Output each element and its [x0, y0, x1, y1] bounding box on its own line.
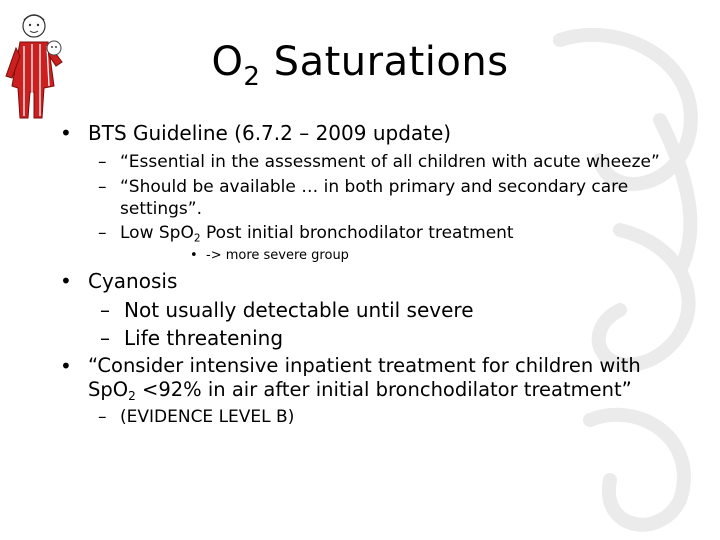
consider-quote-cont: SpO$_2$ <92% in air after initial bronchodilator treatment”: [88, 378, 632, 404]
bullet-icon: •: [60, 121, 72, 145]
more-severe-note: -> more severe group: [206, 248, 349, 263]
bts-heading: BTS Guideline (6.7.2 – 2009 update): [88, 121, 452, 145]
bullet-icon: •: [60, 269, 72, 293]
slide-title: $O_2$ Saturations: [211, 39, 509, 92]
cyanosis-item-1: Not usually detectable until severe: [124, 298, 474, 322]
cyanosis-item-2: Life threatening: [124, 326, 284, 350]
dash-icon: –: [98, 152, 107, 172]
low-spo2-item: Low SpO$_2$ Post initial bronchodilator treatment: [120, 223, 514, 245]
bts-quote-2-cont: settings”.: [120, 199, 203, 219]
bts-quote-2: “Should be available … in both primary and secondary care: [120, 177, 629, 197]
bts-quote-1: “Essential in the assessment of all children with acute wheeze”: [120, 152, 660, 172]
dash-icon: –: [100, 298, 110, 322]
bullet-icon: •: [60, 354, 72, 378]
evidence-level: (EVIDENCE LEVEL B): [120, 407, 295, 427]
bullet-icon: •: [190, 248, 198, 263]
dash-icon: –: [98, 177, 107, 197]
dash-icon: –: [98, 223, 107, 243]
consider-quote: “Consider intensive inpatient treatment for children with: [88, 354, 641, 377]
dash-icon: –: [100, 326, 110, 350]
dash-icon: –: [98, 407, 107, 427]
cyanosis-heading: Cyanosis: [88, 269, 178, 293]
